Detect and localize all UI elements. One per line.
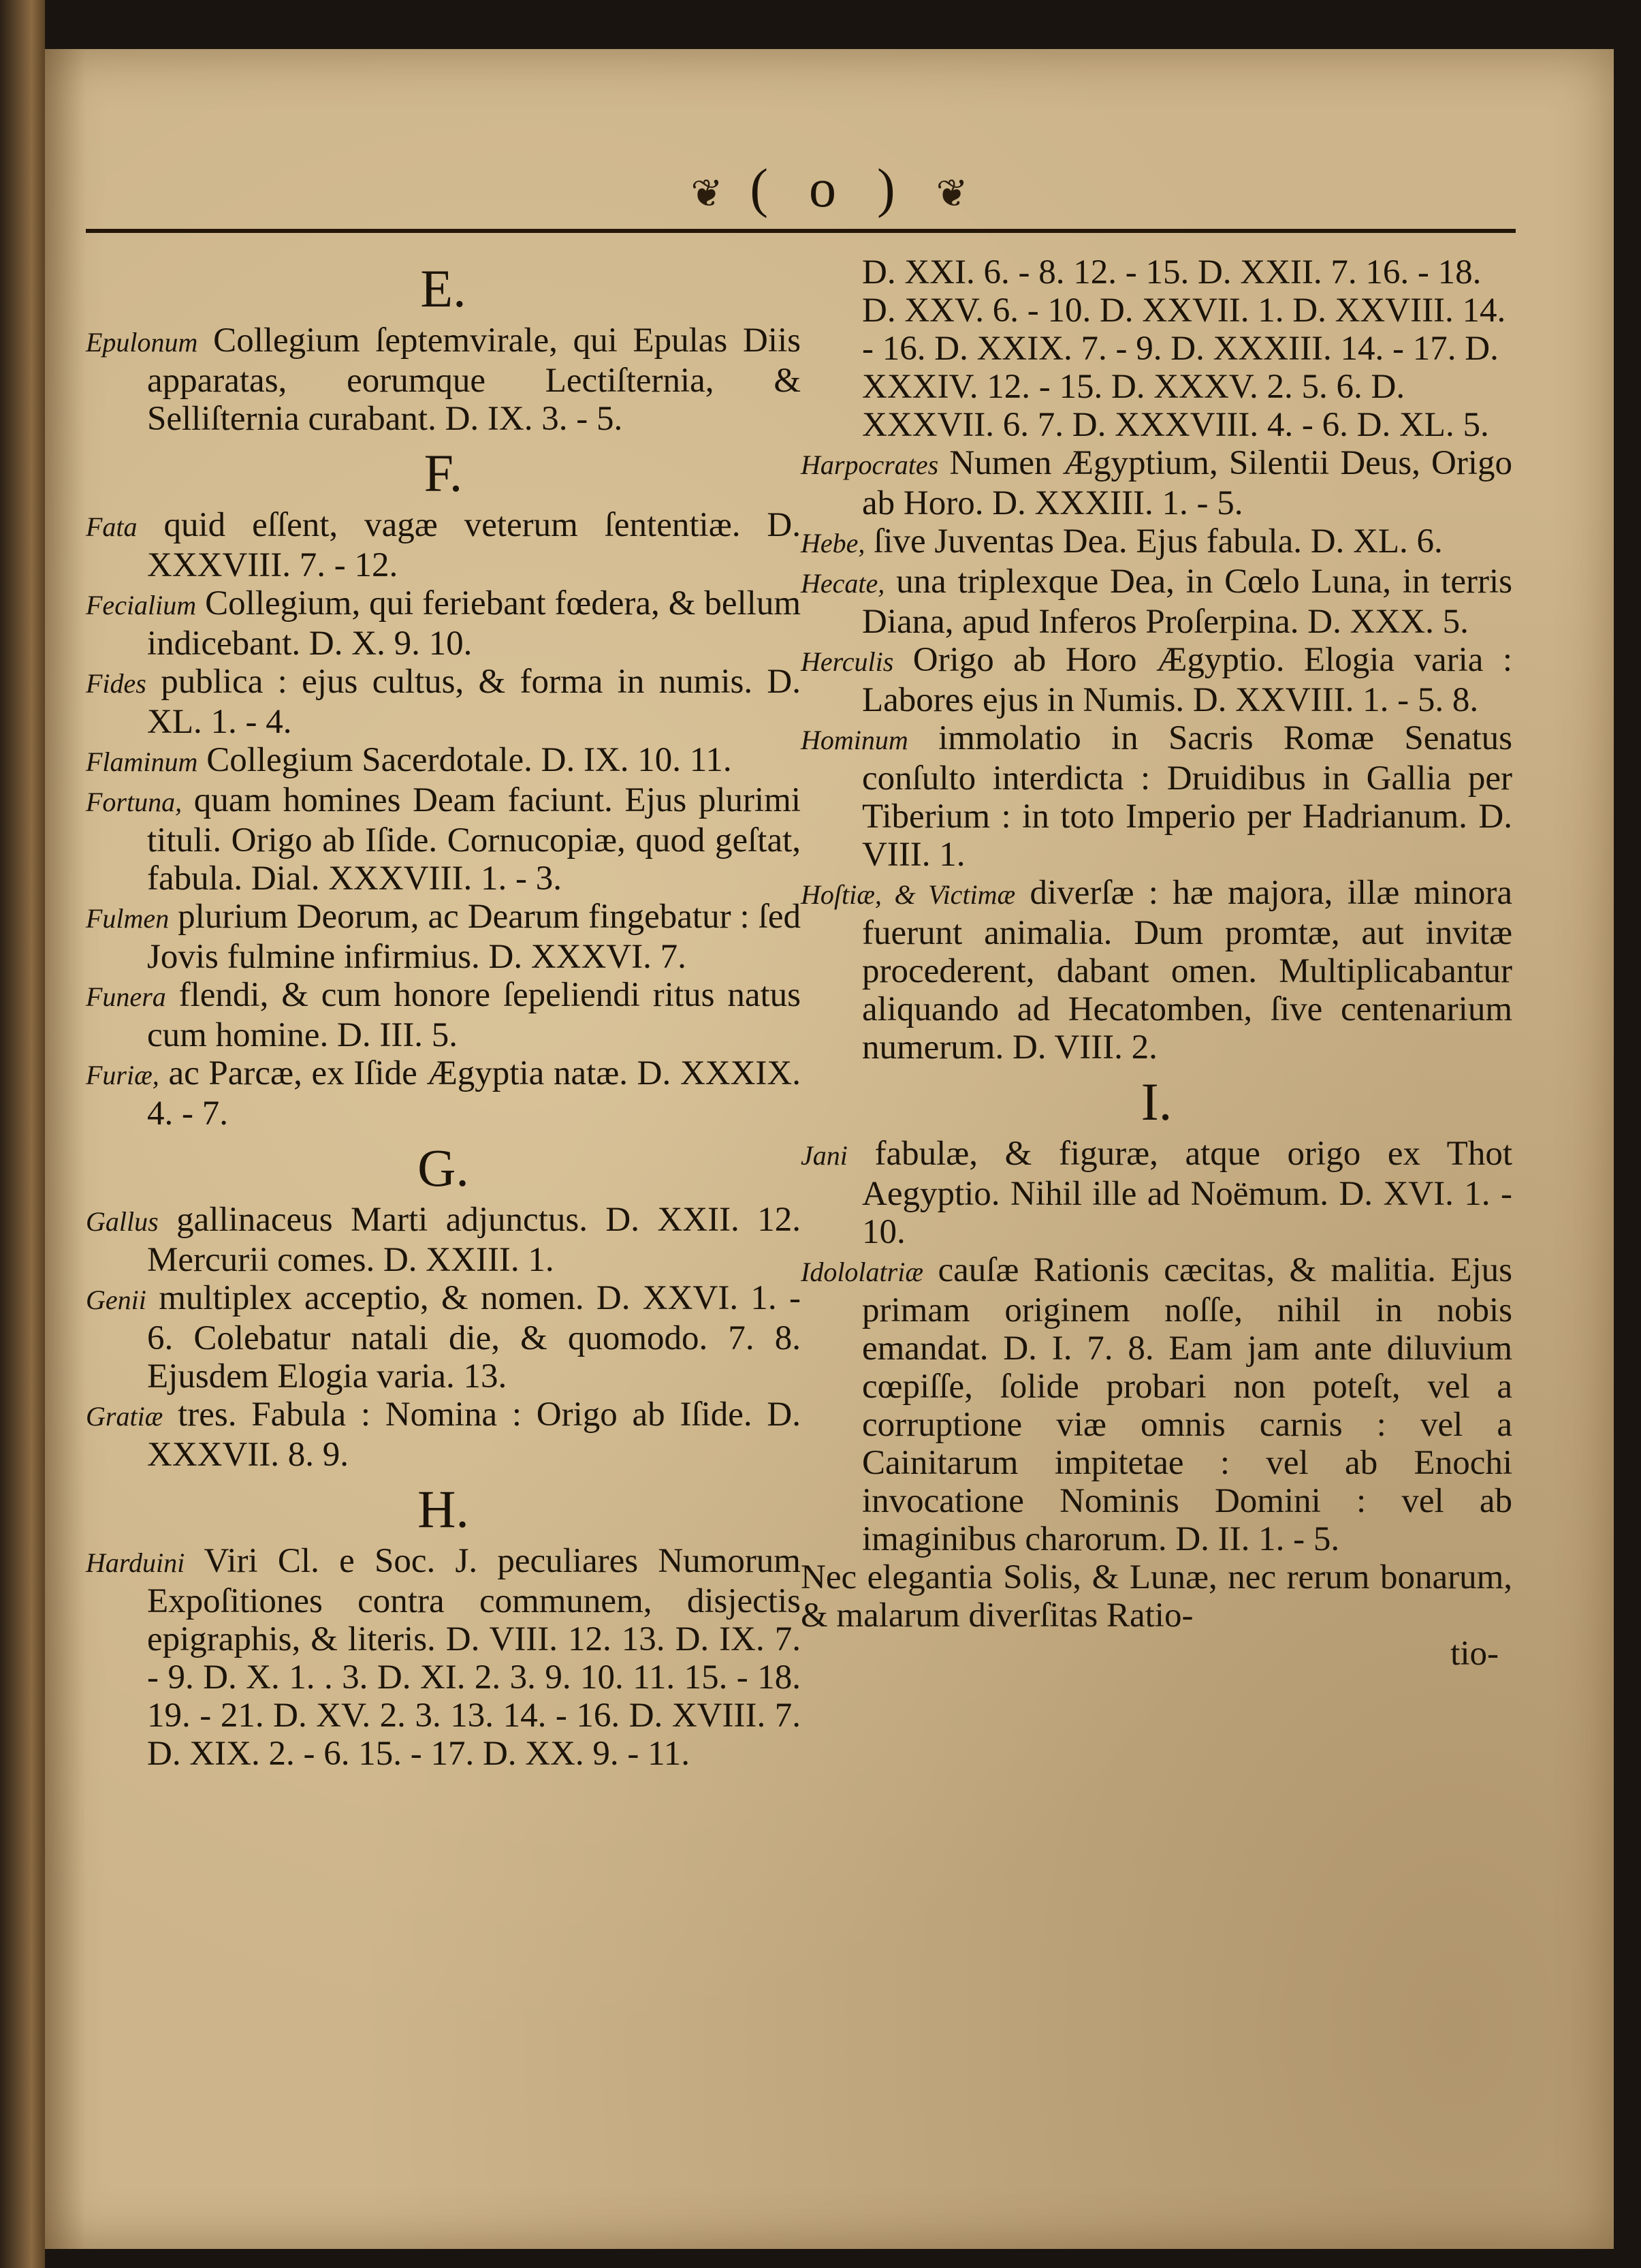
left-column — [86, 253, 801, 1773]
entry-head: Hoſtiæ, & Victimæ — [801, 879, 1016, 910]
right-column — [801, 253, 1512, 1673]
index-entry — [86, 781, 801, 898]
entry-text: immolatio in Sacris Romæ Senatus conſulto interdicta : Druidibus in Gallia per Tiberium : in toto Imperio per Hadrianum. D. VIII. 1. — [862, 719, 1512, 874]
index-entry — [86, 898, 801, 976]
entry-head: Idololatriæ — [801, 1257, 924, 1287]
header-rule — [86, 229, 1516, 233]
index-entry — [86, 663, 801, 741]
entry-head: Hebe, — [801, 528, 865, 558]
entry-head: Harduini — [86, 1547, 185, 1578]
book-spine — [0, 0, 45, 2268]
entry-text: Collegium Sacerdotale. D. IX. 10. 11. — [206, 741, 732, 779]
entry-text: Collegium ſeptemvirale, qui Epulas Diis apparatas, eorumque Lectiſternia, & Selliſternia curabant. D. IX. 3. - 5. — [147, 321, 801, 438]
section-letter-f: F. — [424, 443, 463, 503]
entry-head: Harpocrates — [801, 450, 939, 480]
entry-head: Fata — [86, 511, 138, 542]
entry-head: Fulmen — [86, 903, 170, 934]
section-letter-h: H. — [417, 1479, 469, 1539]
index-entry — [86, 506, 801, 584]
index-entry — [86, 1396, 801, 1474]
index-entry — [86, 584, 801, 663]
index-entry — [801, 522, 1512, 563]
entry-text: ac Parcæ, ex Iſide Ægyptia natæ. D. XXXIX. 4. - 7. — [147, 1054, 801, 1133]
entry-text: quam homines Deam faciunt. Ejus plurimi tituli. Origo ab Iſide. Cornucopiæ, quod geſtat, fabula. Dial. XXXVIII. 1. - 3. — [147, 781, 801, 898]
entry-head: Epulonum — [86, 327, 198, 358]
entry-text: multiplex acceptio, & nomen. D. XXVI. 1. - 6. Colebatur natali die, & quomodo. 7. 8. Ejusdem Elogia varia. 13. — [147, 1279, 801, 1396]
entry-text: Viri Cl. e Soc. J. peculiares Numorum Expoſitiones contra communem, disjectis epigraphis, & literis. D. VIII. 12. 13. D. IX. 7. - 9. D. X. 1. . 3. D. XI. 2. 3. 9. 10. 11. 15. - 18. 19. - 21. D. XV. 2. 3. 13. 14. - 16. D. XVIII. 7. D. XIX. 2. - 6. 15. - 17. D. XX. 9. - 11. — [147, 1542, 801, 1773]
entry-head: Herculis — [801, 646, 894, 677]
entry-text: fabulæ, & figuræ, atque origo ex Thot Aegyptio. Nihil ille ad Noëmum. D. XVI. 1. - 10. — [862, 1135, 1512, 1251]
page-number: ( o ) — [750, 159, 909, 219]
catchword: tio- — [1450, 1635, 1499, 1673]
entry-head: Fecialium — [86, 590, 197, 620]
book-page — [45, 49, 1614, 2249]
entry-text: flendi, & cum honore ſepeliendi ritus natus cum homine. D. III. 5. — [147, 976, 801, 1054]
section-letter-g: G. — [417, 1138, 469, 1197]
index-entry — [86, 741, 801, 781]
entry-head: Hominum — [801, 725, 908, 755]
entry-text: diverſæ : hæ majora, illæ minora fuerunt animalia. Dum promtæ, aut invitæ procederent, dabant omen. Multiplicabantur aliquando ad Hecatomben, ſive centenarium numerum. D. VIII. 2. — [862, 874, 1512, 1067]
entry-text: Collegium, qui feriebant fœdera, & bellum indicebant. D. X. 9. 10. — [147, 584, 801, 663]
entry-head: Fides — [86, 668, 146, 699]
entry-head: Hecate, — [801, 568, 885, 599]
entry-head: Jani — [801, 1140, 848, 1171]
entry-head: Furiæ, — [86, 1060, 159, 1090]
entry-text: quid eſſent, vagæ veterum ſententiæ. D. XXXVIII. 7. - 12. — [147, 506, 801, 584]
left-ornament-icon: ❦ — [690, 173, 723, 216]
index-entry — [801, 444, 1512, 522]
index-entry — [801, 1135, 1512, 1251]
entry-head: Gratiæ — [86, 1401, 163, 1432]
entry-head: Fortuna, — [86, 787, 182, 817]
entry-head: Flaminum — [86, 746, 198, 777]
index-entry — [86, 1279, 801, 1396]
index-entry — [801, 874, 1512, 1067]
entry-text: ſive Juventas Dea. Ejus fabula. D. XL. 6. — [874, 522, 1443, 561]
entry-text: publica : ejus cultus, & forma in numis. D. XL. 1. - 4. — [147, 663, 801, 741]
right-ornament-icon: ❦ — [936, 173, 968, 216]
entry-text: plurium Deorum, ac Dearum fingebatur : ſed Jovis fulmine infirmius. D. XXXVI. 7. — [147, 898, 801, 976]
entry-text: Origo ab Horo Ægyptio. Elogia varia : Labores ejus in Numis. D. XXVIII. 1. - 5. 8. — [862, 641, 1513, 719]
entry-head: Genii — [86, 1285, 146, 1315]
section-letter-i: I. — [1141, 1072, 1173, 1131]
section-letter-e: E. — [420, 259, 466, 318]
entry-text: una triplexque Dea, in Cœlo Luna, in terris Diana, apud Inferos Proſerpina. D. XXX. 5. — [862, 563, 1513, 641]
index-entry — [86, 1054, 801, 1133]
index-entry — [86, 321, 801, 438]
index-entry — [86, 1201, 801, 1279]
closing-paragraph: Nec elegantia Solis, & Lunæ, nec rerum bonarum, & malarum diverſitas Ratio- — [801, 1558, 1512, 1635]
page-header — [45, 158, 1614, 220]
entry-text: Numen Ægyptium, Silentii Deus, Origo ab Horo. D. XXXIII. 1. - 5. — [862, 444, 1513, 522]
index-entry — [801, 719, 1512, 874]
index-entry — [801, 641, 1512, 719]
entry-head: Gallus — [86, 1206, 159, 1237]
entry-head: Funera — [86, 981, 166, 1012]
index-entry — [86, 1542, 801, 1773]
index-entry — [86, 976, 801, 1054]
entry-text: tres. Fabula : Nomina : Origo ab Iſide. D. XXXVII. 8. 9. — [147, 1396, 801, 1474]
entry-continuation: D. XXI. 6. - 8. 12. - 15. D. XXII. 7. 16. - 18. D. XXV. 6. - 10. D. XXVII. 1. D. XXVIII. 14. - 16. D. XXIX. 7. - 9. D. XXXIII. 14. - 17. D. XXXIV. 12. - 15. D. XXXV. 2. 5. 6. D. XXXVII. 6. 7. D. XXXVIII. 4. - 6. D. XL. 5. — [862, 253, 1506, 444]
entry-text: cauſæ Rationis cæcitas, & malitia. Ejus primam originem noſſe, nihil in nobis emandat. D. I. 7. 8. Eam jam ante diluvium cœpiſſe, ſolide probari non poteſt, vel a corruptione viæ omnis carnis : vel a Cainitarum impitetae : vel ab Enochi invocatione Nominis Domini : vel ab imaginibus charorum. D. II. 1. - 5. — [862, 1251, 1512, 1558]
entry-text: gallinaceus Marti adjunctus. D. XXII. 12. Mercurii comes. D. XXIII. 1. — [147, 1201, 801, 1279]
index-entry — [801, 563, 1512, 641]
index-entry — [801, 1251, 1512, 1558]
